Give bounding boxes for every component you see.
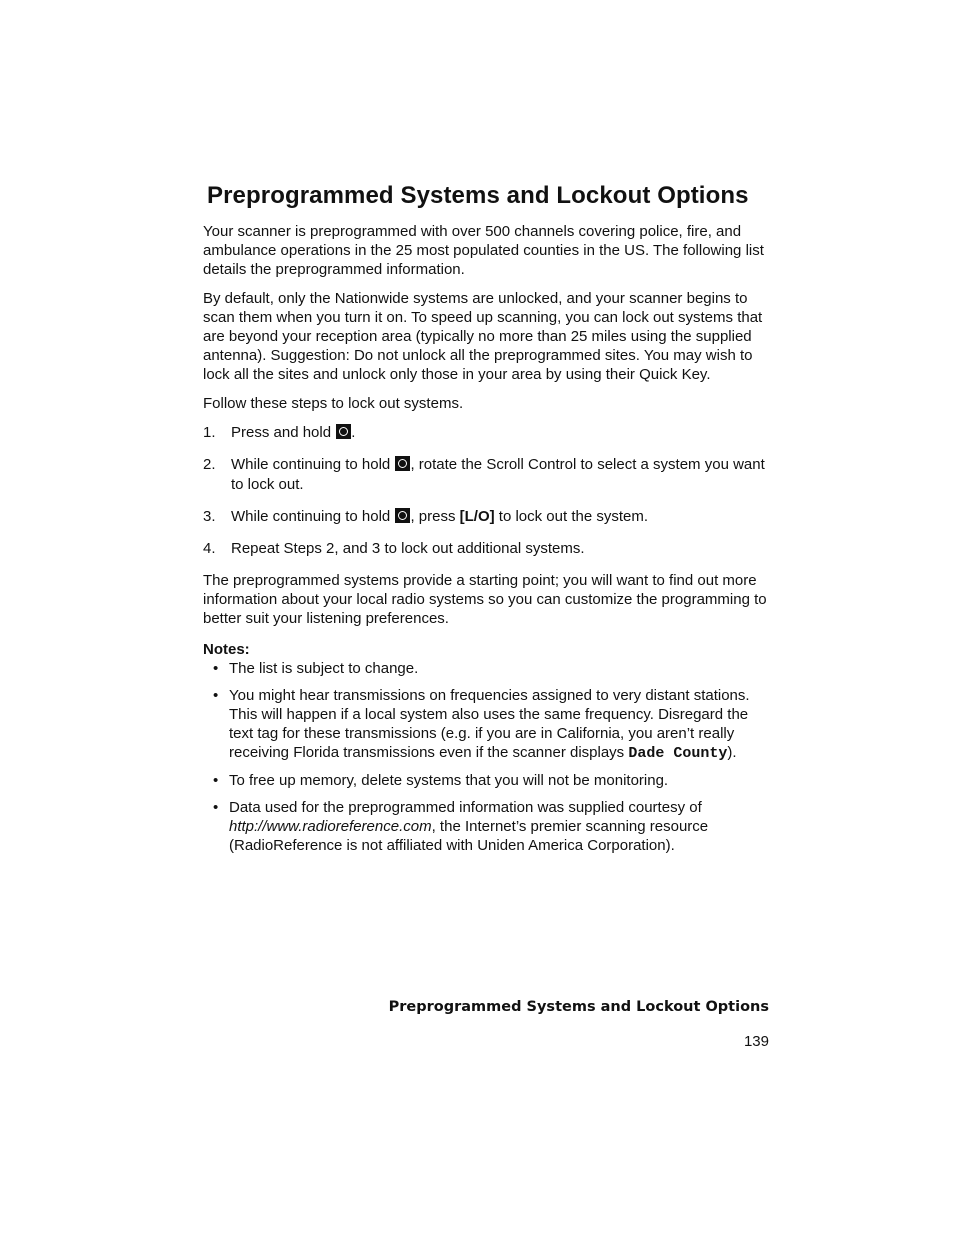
bullet: • <box>213 772 219 789</box>
step-text: Press and hold <box>231 424 336 441</box>
step-text-end: . <box>351 424 356 441</box>
note-text: The list is subject to change. <box>229 660 419 677</box>
step-1 <box>203 423 773 443</box>
step-number: 3. <box>203 508 216 525</box>
step-number: 2. <box>203 456 216 473</box>
notes-heading: Notes: <box>203 641 250 658</box>
page-number: 139 <box>743 1033 769 1050</box>
bullet: • <box>213 799 219 816</box>
footer-section-title: Preprogrammed Systems and Lockout Options <box>388 999 769 1015</box>
display-text-example: Dade County <box>628 745 728 762</box>
quick-key-icon <box>336 424 351 439</box>
step-2 <box>203 455 773 495</box>
step-3 <box>203 507 773 527</box>
radioreference-url: http://www.radioreference.com <box>229 818 432 835</box>
note-text-end: , the Internet’s premier scanning resource (RadioReference is not affiliated with Uniden America Corporation). <box>229 818 709 854</box>
quick-key-icon <box>395 456 410 471</box>
note-text: You might hear transmissions on frequencies assigned to very distant stations. This will happen if a local system also uses the same frequency. Disregard the text tag for these transmissions (e.g. if you are in California, you aren’t really receiving Florida transmissions even if the scanner displays <box>229 687 750 761</box>
step-text: Repeat Steps 2, and 3 to lock out additional systems. <box>231 540 585 557</box>
step-text: While continuing to hold <box>231 456 395 473</box>
page-title: Preprogrammed Systems and Lockout Options <box>207 182 749 209</box>
note-item <box>203 686 773 763</box>
note-text: Data used for the preprogrammed information was supplied courtesy of <box>229 799 702 816</box>
note-text: To free up memory, delete systems that you will not be monitoring. <box>229 772 669 789</box>
bullet: • <box>213 687 219 704</box>
step-text-end: to lock out the system. <box>494 508 649 525</box>
step-text-mid: , press <box>410 508 460 525</box>
closing-paragraph: The preprogrammed systems provide a starting point; you will want to find out more information about your local radio systems so you can customize the programming to better suit your listening preferences. <box>203 572 767 627</box>
step-number: 4. <box>203 540 216 557</box>
note-text-end: ). <box>727 744 737 761</box>
body-content <box>203 222 773 863</box>
intro-paragraph: Your scanner is preprogrammed with over 500 channels covering police, fire, and ambulance operations in the 25 most populated counties in the US. The following list details the preprogrammed information. <box>203 223 764 278</box>
bullet: • <box>213 660 219 677</box>
step-text-end: , rotate the Scroll Control to select a system you want to lock out. <box>231 456 765 493</box>
note-item <box>203 659 773 678</box>
step-4 <box>203 539 773 559</box>
steps-intro-paragraph: Follow these steps to lock out systems. <box>203 395 464 412</box>
lo-key-label: [L/O] <box>459 508 495 525</box>
default-unlock-paragraph: By default, only the Nationwide systems are unlocked, and your scanner begins to scan them when you turn it on. To speed up scanning, you can lock out systems that are beyond your reception area (typically no more than 25 miles using the supplied antenna). Suggestion: Do not unlock all the preprogrammed sites. You may wish to lock all the sites and unlock only those in your area by using their Quick Key. <box>203 290 763 383</box>
notes-list <box>203 659 773 855</box>
lockout-steps-list <box>203 423 773 559</box>
note-item <box>203 771 773 790</box>
quick-key-icon <box>395 508 410 523</box>
step-number: 1. <box>203 424 216 441</box>
note-item <box>203 798 773 855</box>
step-text: While continuing to hold <box>231 508 395 525</box>
